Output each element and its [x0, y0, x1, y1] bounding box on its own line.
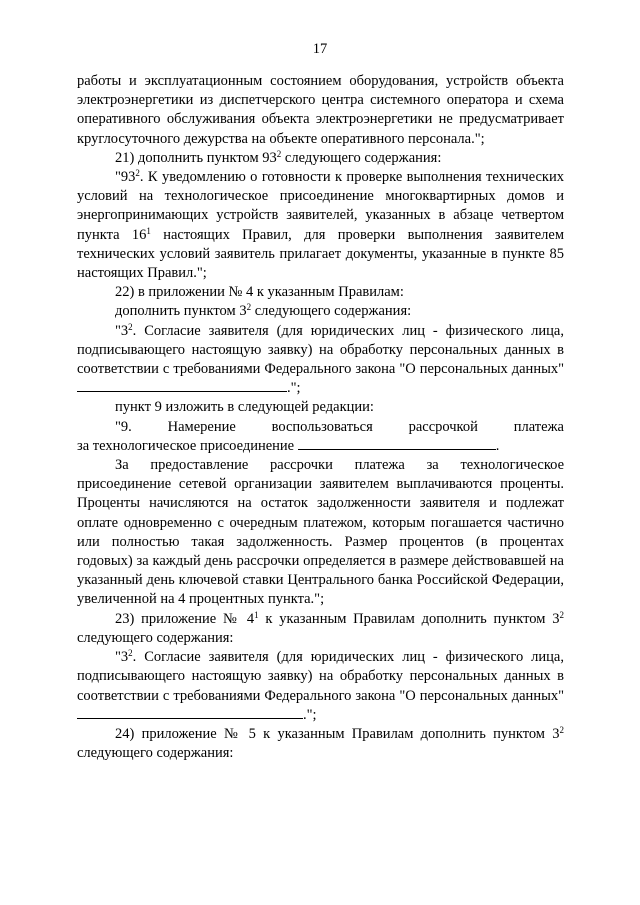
paragraph-item-21: 21) дополнить пунктом $93^2$ следующего содержания: — [115, 148, 442, 166]
paragraph-installment-interest: За предоставление рассрочки платежа за технологическое присоединение сетевой организации заявителем выплачиваются проценты. Проценты начисляются на остаток задолженности заявителя и подлежат оплате одновременно с очередным платежом, которым погашается частично или полностью такая задолженность. Размер процентов (в процентах годовых) за каждый день рассрочки определяется в размере действовавшей на указанный день ключевой ставки Центрального банка Российской Федерации, увеличенной на 4 процентных пункта."; — [77, 457, 564, 608]
paragraph-point-9: пункт 9 изложить в следующей редакции: — [115, 399, 374, 416]
page-number: 17 — [312, 41, 328, 57]
paragraph-item-24: 24) приложение № 5 к указанным Правилам дополнить пунктом $3^2$ следующего содержания: — [77, 724, 564, 762]
blank-line — [77, 380, 287, 392]
blank-line — [77, 707, 303, 719]
document-body — [77, 72, 564, 763]
paragraph-continuation: работы и эксплуатационным состоянием оборудования, устройств объекта электроэнергетики из диспетчерского центра системного оператора и схема оперативного обслуживания объекта электроэнергетики не предусматривает круглосуточного дежурства на объекте оперативного персонала."; — [77, 73, 564, 147]
paragraph-installment-intent-cont: за технологическое присоединение . — [77, 437, 500, 454]
paragraph-item-22: 22) в приложении № 4 к указанным Правилам: — [115, 284, 404, 301]
paragraph-consent-appendix-4: "$3^2$. Согласие заявителя (для юридических лиц - физического лица, подписывающего настоящую заявку) на обработку персональных данных в соответствии с требованиями Федерального закона "О персональных данных" ."; — [77, 321, 564, 397]
blank-line — [298, 438, 496, 450]
paragraph-consent-appendix-4-1: "$3^2$. Согласие заявителя (для юридических лиц - физического лица, подписывающего настоящую заявку) на обработку персональных данных в соответствии с требованиями Федерального закона "О персональных данных"."; — [77, 648, 564, 723]
paragraph-installment-intent: "9. Намерение воспользоваться рассрочкой платежа — [115, 418, 564, 435]
paragraph-item-23: 23) приложение № $4^1$ к указанным Правилам дополнить пунктом $3^2$ следующего содержания: — [77, 609, 564, 646]
paragraph-clause-93-2: "$93^2$. К уведомлению о готовности к проверке выполнения технических условий на технологическое присоединение многоквартирных домов и энергопринимающих устройств заявителей, указанных в абзаце четвертом пункта $16^1$ настоящих Правил, для проверки выполнения заявителем технических условий заявитель прилагает документы, указанные в пункте 85 настоящих Правил."; — [77, 168, 564, 282]
paragraph-add-clause-3-2: дополнить пунктом $3^2$ следующего содержания: — [115, 302, 412, 320]
